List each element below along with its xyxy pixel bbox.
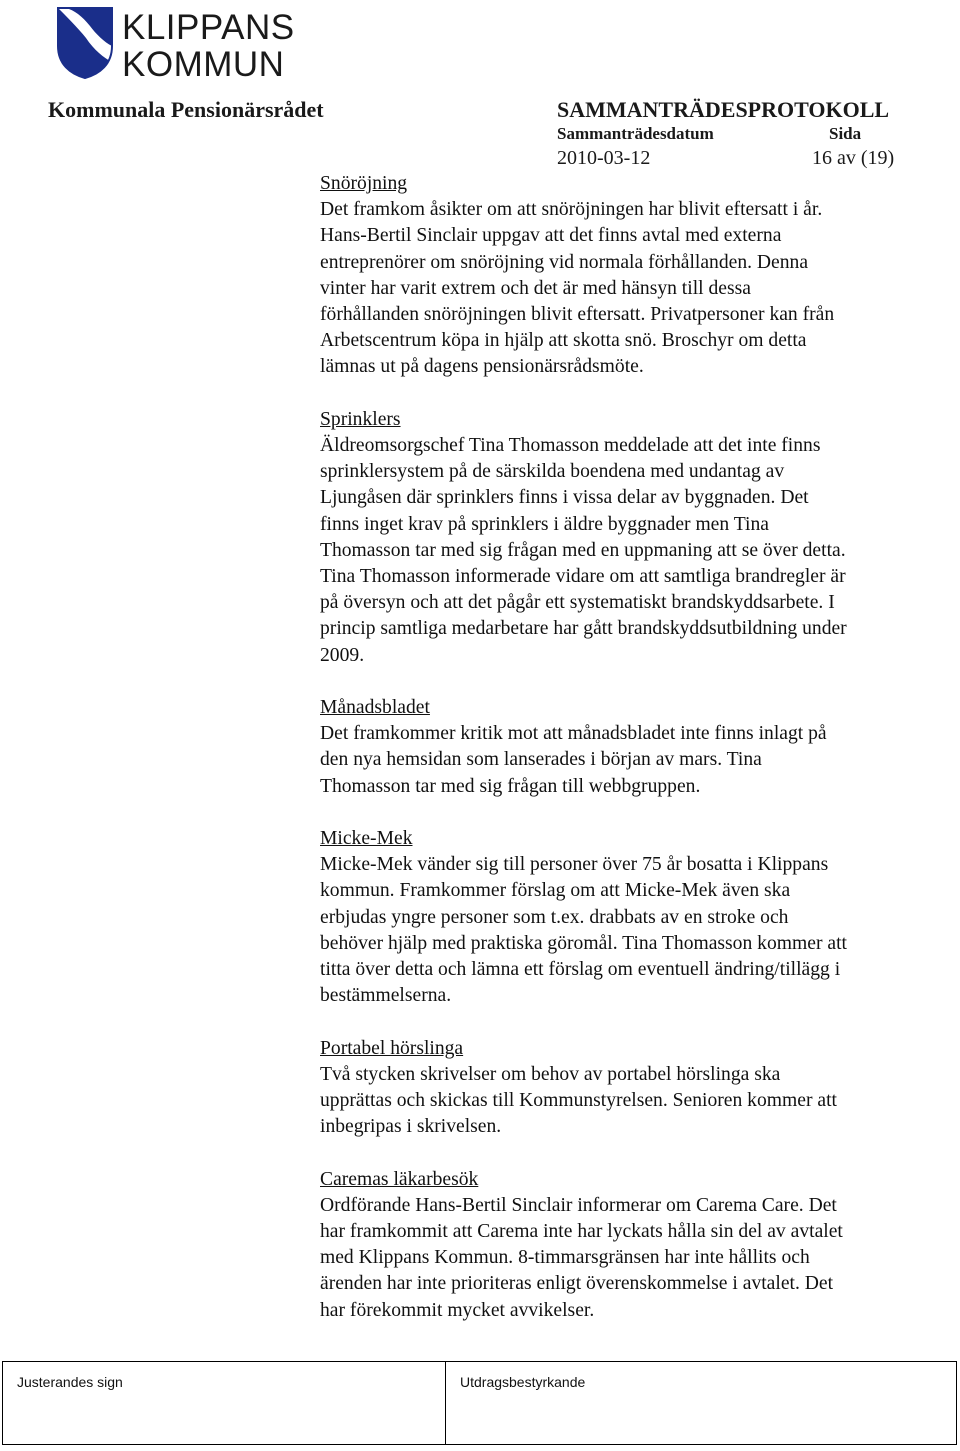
text-line: lämnas ut på dagens pensionärsrådsmöte. (320, 356, 644, 378)
justerandes-sign-label: Justerandes sign (17, 1374, 123, 1390)
text-line: ärenden har inte prioriteras enligt överenskommelse i avtalet. Det (320, 1273, 834, 1295)
text-line: sprinklersystem på de särskilda boendena med undantag av (320, 461, 785, 483)
text-line: Tina Thomasson informerade vidare om att samtliga brandregler är (320, 566, 846, 588)
meeting-date: 2010-03-12 (557, 147, 651, 169)
text-line: Thomasson tar med sig frågan med en uppmaning att se över detta. (320, 539, 846, 561)
signature-box (2, 1361, 957, 1445)
text-line: vinter har varit extrem och det är med hänsyn till dessa (320, 277, 751, 299)
text-line: inbegripas i skrivelsen. (320, 1116, 502, 1138)
text-line: Äldreomsorgschef Tina Thomasson meddelade att det inte finns (320, 435, 821, 457)
section-heading: Sprinklers (320, 408, 401, 430)
text-line: Det framkommer kritik mot att månadsbladet inte finns inlagt på (320, 723, 827, 745)
section-heading: Caremas läkarbesök (320, 1168, 479, 1190)
text-line: förhållanden snöröjningen blivit eftersatt. Privatpersoner kan från (320, 304, 835, 326)
klippans-kommun-logo (56, 6, 316, 82)
text-line: Två stycken skrivelser om behov av portabel hörslinga ska (320, 1063, 781, 1085)
date-label: Sammanträdesdatum (557, 124, 714, 143)
section-sprinklers (320, 407, 950, 669)
text-line: titta över detta och lämna ett förslag om eventuell ändring/tillägg i (320, 959, 841, 981)
coat-of-arms-icon (56, 6, 114, 80)
utdragsbestyrkande-label: Utdragsbestyrkande (460, 1374, 586, 1390)
logo-wordmark-line1: KLIPPANS (122, 8, 295, 47)
text-line: Hans-Bertil Sinclair uppgav att det finns avtal med externa (320, 225, 782, 247)
text-line: den nya hemsidan som lanserades i början av mars. Tina (320, 749, 762, 771)
text-line: erbjudas yngre personer som t.ex. drabbats av en stroke och (320, 906, 789, 928)
section-snorojning (320, 171, 950, 381)
page-number: 16 av (19) (812, 147, 895, 169)
text-line: 2009. (320, 644, 365, 666)
text-line: bestämmelserna. (320, 985, 452, 1007)
text-line: finns inget krav på sprinklers i äldre byggnader men Tina (320, 513, 769, 535)
text-line: princip samtliga medarbetare har gått brandskyddsutbildning under (320, 618, 847, 640)
logo-wordmark-line2: KOMMUN (122, 45, 285, 84)
page-label: Sida (829, 124, 862, 143)
text-line: med Klippans Kommun. 8-timmarsgränsen har inte hållits och (320, 1247, 810, 1269)
section-caremas-lakarbesok (320, 1167, 950, 1324)
text-line: Det framkom åsikter om att snöröjningen har blivit eftersatt i år. (320, 199, 823, 221)
signature-box-divider (445, 1362, 446, 1444)
section-heading: Snöröjning (320, 173, 408, 194)
text-line: Thomasson tar med sig frågan till webbgruppen. (320, 775, 701, 797)
text-line: behöver hjälp med praktiska göromål. Tina Thomasson kommer att (320, 932, 847, 954)
text-line: på översyn och att det pågår ett systematiskt brandskyddsarbete. I (320, 592, 835, 614)
text-line: Ordförande Hans-Bertil Sinclair informerar om Carema Care. Det (320, 1194, 837, 1216)
document-type: SAMMANTRÄDESPROTOKOLL (557, 97, 890, 122)
text-line: har förekommit mycket avvikelser. (320, 1299, 595, 1321)
text-line: har framkommit att Carema inte har lyckats hålla sin del av avtalet (320, 1221, 843, 1243)
organisation-name: Kommunala Pensionärsrådet (48, 97, 324, 122)
text-line: Arbetscentrum köpa in hjälp att skotta snö. Broschyr om detta (320, 330, 807, 352)
minutes-body (320, 171, 950, 1324)
section-manadsbladet (320, 695, 950, 800)
text-line: Ljungåsen där sprinklers finns i vissa delar av byggnaden. Det (320, 487, 809, 509)
section-micke-mek (320, 826, 950, 1009)
text-line: kommun. Framkommer förslag om att Micke-Mek även ska (320, 880, 791, 902)
section-portabel-horslinga (320, 1036, 950, 1141)
text-line: upprättas och skickas till Kommunstyrelsen. Senioren kommer att (320, 1090, 837, 1112)
text-line: Micke-Mek vänder sig till personer över 75 år bosatta i Klippans (320, 854, 829, 876)
section-heading: Micke-Mek (320, 828, 413, 850)
section-heading: Månadsbladet (320, 697, 430, 719)
section-heading: Portabel hörslinga (320, 1037, 464, 1059)
text-line: entreprenörer om snöröjning vid normala förhållanden. Denna (320, 251, 809, 273)
